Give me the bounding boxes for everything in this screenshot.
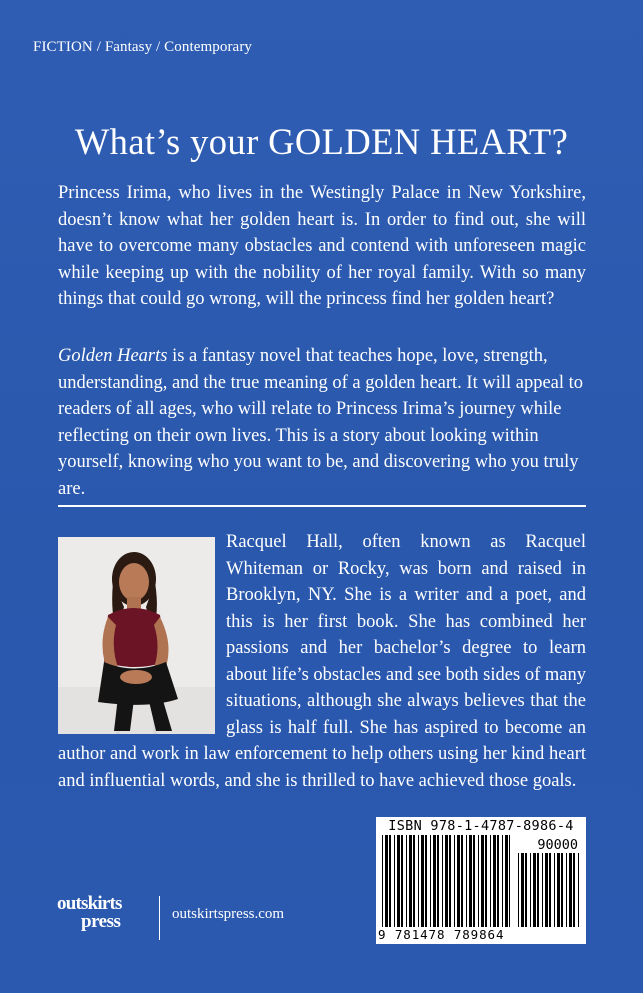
section-divider <box>58 505 586 507</box>
barcode-bar <box>425 835 427 927</box>
publisher-website: outskirtspress.com <box>172 906 285 922</box>
barcode-bar <box>493 835 496 927</box>
headline: What’s your GOLDEN HEART? <box>74 121 569 162</box>
barcode-bar <box>578 853 579 927</box>
publisher-logo <box>57 893 152 943</box>
barcode-bar <box>485 835 487 927</box>
blurb-paragraph-1: Princess Irima, who lives in the Westingly Palace in New Yorkshire, doesn’t know what her golden heart is. In order to find out, she will have to overcome many obstacles and contend with unforeseen magic while keeping up with the nobility of her royal family. With so many things that could go wrong, will the princess find her golden heart? <box>58 183 586 309</box>
blurb-paragraph-2 <box>58 343 586 502</box>
barcode-bar <box>466 835 467 927</box>
barcode-bar <box>542 853 543 927</box>
barcode-bar <box>449 835 451 927</box>
barcode-bar <box>406 835 407 927</box>
barcode-bar <box>569 853 572 927</box>
barcode-bar <box>530 853 531 927</box>
blurb-paragraph-2-text: is a fantasy novel that teaches hope, love, strength, understanding, and the true meaning of a golden heart. It will appeal to readers of all ages, who will relate to Princess Irima’s journey while reflecting on their own lives. This is a story about looking within yourself, knowing who you want to be, and discovering who you truly are. <box>58 346 584 499</box>
barcode-bar <box>481 835 484 927</box>
barcode-bar <box>518 853 519 927</box>
barcode-bar <box>509 835 510 927</box>
barcode-bar <box>445 835 448 927</box>
barcode-bar <box>566 853 567 927</box>
price-code: 90000 <box>537 837 578 853</box>
barcode-bar <box>418 835 419 927</box>
barcode-bar <box>533 853 536 927</box>
book-title: Golden Hearts <box>58 346 168 366</box>
barcode-bar <box>421 835 424 927</box>
barcode-bar <box>385 835 388 927</box>
barcode-bar <box>430 835 431 927</box>
barcode-bar <box>557 853 560 927</box>
barcode-bar <box>497 835 499 927</box>
isbn-label: ISBN 978-1-4787-8986-4 <box>388 818 574 834</box>
barcode-bar <box>413 835 415 927</box>
barcode-bar <box>461 835 463 927</box>
category-label: FICTION / Fantasy / Contemporary <box>33 39 253 55</box>
barcode-bar <box>401 835 403 927</box>
barcode-bar <box>469 835 472 927</box>
barcode-bar <box>490 835 491 927</box>
barcode-bar <box>437 835 439 927</box>
barcode-number: 9 781478 789864 <box>378 927 505 942</box>
barcode-bar <box>397 835 400 927</box>
barcode-bars <box>376 817 586 944</box>
isbn-barcode <box>376 817 586 944</box>
barcode-bar <box>561 853 563 927</box>
barcode-bar <box>537 853 539 927</box>
barcode-bar <box>549 853 551 927</box>
barcode-bar <box>454 835 455 927</box>
barcode-bar <box>409 835 412 927</box>
logo-divider <box>159 896 160 940</box>
author-photo <box>58 537 215 734</box>
barcode-bar <box>473 835 475 927</box>
barcode-bar <box>573 853 575 927</box>
author-bio-text: Racquel Hall, often known as Racquel Whiteman or Rocky, was born and raised in Brooklyn, NY. She is a writer and a poet, and this is her first book. She has combined her passions and her bachelor’s degree to learn about life’s obstacles and see both sides of many situations, although she always believes that the glass is half full. She has aspired to become an author and work in law enforcement to help others using her kind heart and influential words, and she is thrilled to have achieved those goals. <box>58 532 586 791</box>
barcode-bar <box>521 853 524 927</box>
barcode-bar <box>502 835 503 927</box>
barcode-bar <box>478 835 479 927</box>
publisher-logo-line-2: press <box>81 911 121 932</box>
barcode-bar <box>389 835 391 927</box>
barcode-bar <box>382 835 383 927</box>
barcode-bar <box>505 835 508 927</box>
barcode-bar <box>442 835 443 927</box>
barcode-bar <box>457 835 460 927</box>
barcode-bar <box>525 853 527 927</box>
barcode-bar <box>433 835 436 927</box>
barcode-bar <box>554 853 555 927</box>
barcode-bar <box>545 853 548 927</box>
barcode-bar <box>394 835 395 927</box>
publisher-logo-line-1: outskirts <box>57 893 122 914</box>
